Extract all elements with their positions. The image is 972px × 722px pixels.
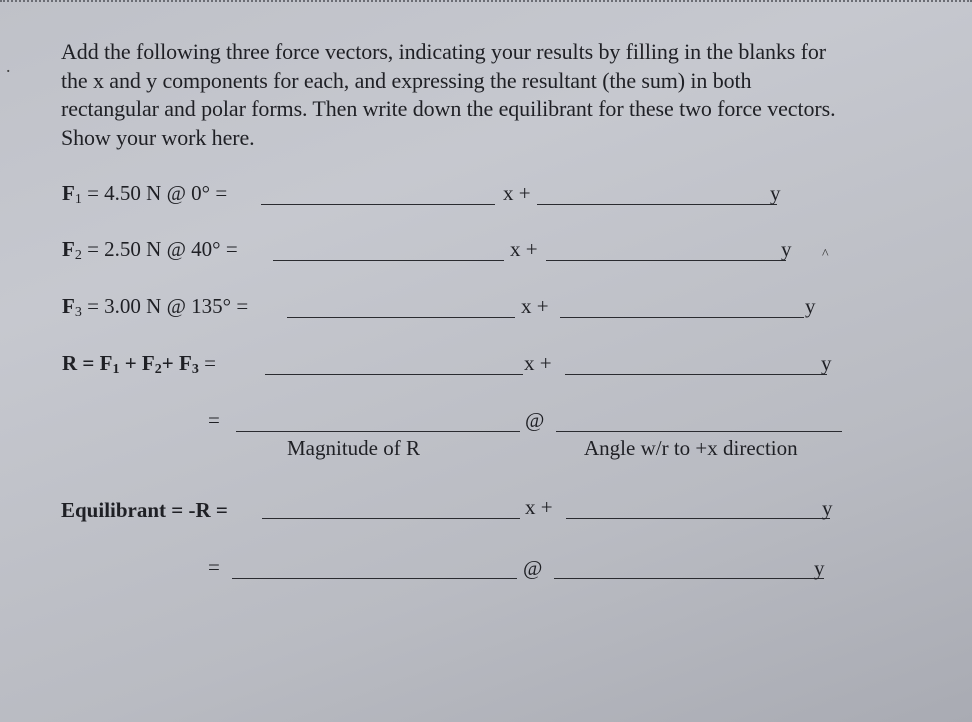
top-dotted-border (0, 0, 972, 6)
equilibrant-x-plus: x + (525, 495, 553, 519)
margin-dot: . (6, 56, 11, 76)
f2-x-blank[interactable] (273, 260, 504, 261)
f2-label (62, 237, 238, 264)
equilibrant-y-unit: y (822, 496, 833, 520)
instructions-paragraph (61, 38, 961, 152)
f3-label (62, 294, 248, 321)
r-equals: = (198, 351, 216, 375)
f1-y-blank[interactable] (537, 204, 777, 205)
r-equals-f: R = F (62, 351, 113, 375)
r-label (62, 351, 216, 378)
r-y-unit: y (821, 351, 832, 375)
equilibrant-x-blank[interactable] (262, 518, 520, 519)
r-sub-3: 3 (191, 362, 199, 377)
f1-subscript: 1 (74, 192, 82, 207)
r-sub-1: 1 (112, 362, 120, 377)
equilibrant-polar-equals: = (208, 555, 220, 579)
f1-x-blank[interactable] (261, 204, 495, 205)
f1-symbol: F (62, 181, 75, 205)
r-polar-at: @ (525, 408, 545, 432)
instructions-line-3: rectangular and polar forms. Then write down the equilibrant for these two force vectors. (61, 96, 836, 121)
f1-value: = 4.50 N @ 0° = (81, 181, 228, 205)
equilibrant-label: Equilibrant = -R = (61, 498, 228, 522)
f3-value: = 3.00 N @ 135° = (81, 294, 249, 318)
equilibrant-polar-y-unit: y (814, 556, 825, 580)
r-sub-2: 2 (154, 362, 162, 377)
f2-subscript: 2 (74, 248, 82, 263)
instructions-line-2: the x and y components for each, and expressing the resultant (the sum) in both (61, 67, 752, 93)
f2-y-unit: y (781, 237, 792, 261)
f1-y-unit: y (770, 181, 781, 205)
stray-mark: ^ (822, 247, 829, 262)
f3-y-blank[interactable] (560, 317, 804, 318)
r-angle-blank[interactable] (556, 431, 842, 432)
f1-x-plus: x + (503, 181, 531, 205)
f1-label (62, 181, 227, 208)
f2-y-blank[interactable] (546, 260, 786, 261)
f3-symbol: F (62, 294, 75, 318)
r-x-blank[interactable] (265, 374, 523, 375)
f2-value: = 2.50 N @ 40° = (81, 237, 238, 261)
magnitude-caption: Magnitude of R (287, 436, 420, 460)
angle-caption: Angle w/r to +x direction (584, 436, 798, 460)
r-plus-f2: + F (119, 351, 155, 375)
r-plus-f3: + F (161, 351, 192, 375)
r-magnitude-blank[interactable] (236, 431, 520, 432)
r-polar-equals: = (208, 408, 220, 432)
f2-symbol: F (62, 237, 75, 261)
equilibrant-polar-at: @ (523, 556, 543, 580)
f2-x-plus: x + (510, 237, 538, 261)
equilibrant-magnitude-blank[interactable] (232, 578, 517, 579)
instructions-line-1: Add the following three force vectors, indicating your results by filling in the blanks for (61, 39, 826, 64)
instructions-line-4: Show your work here. (61, 124, 255, 150)
f3-y-unit: y (805, 294, 816, 318)
equilibrant-angle-blank[interactable] (554, 578, 824, 579)
f3-x-plus: x + (521, 294, 549, 318)
r-x-plus: x + (524, 351, 552, 375)
f3-subscript: 3 (74, 305, 82, 320)
r-y-blank[interactable] (565, 374, 827, 375)
equilibrant-y-blank[interactable] (566, 518, 830, 519)
f3-x-blank[interactable] (287, 317, 515, 318)
